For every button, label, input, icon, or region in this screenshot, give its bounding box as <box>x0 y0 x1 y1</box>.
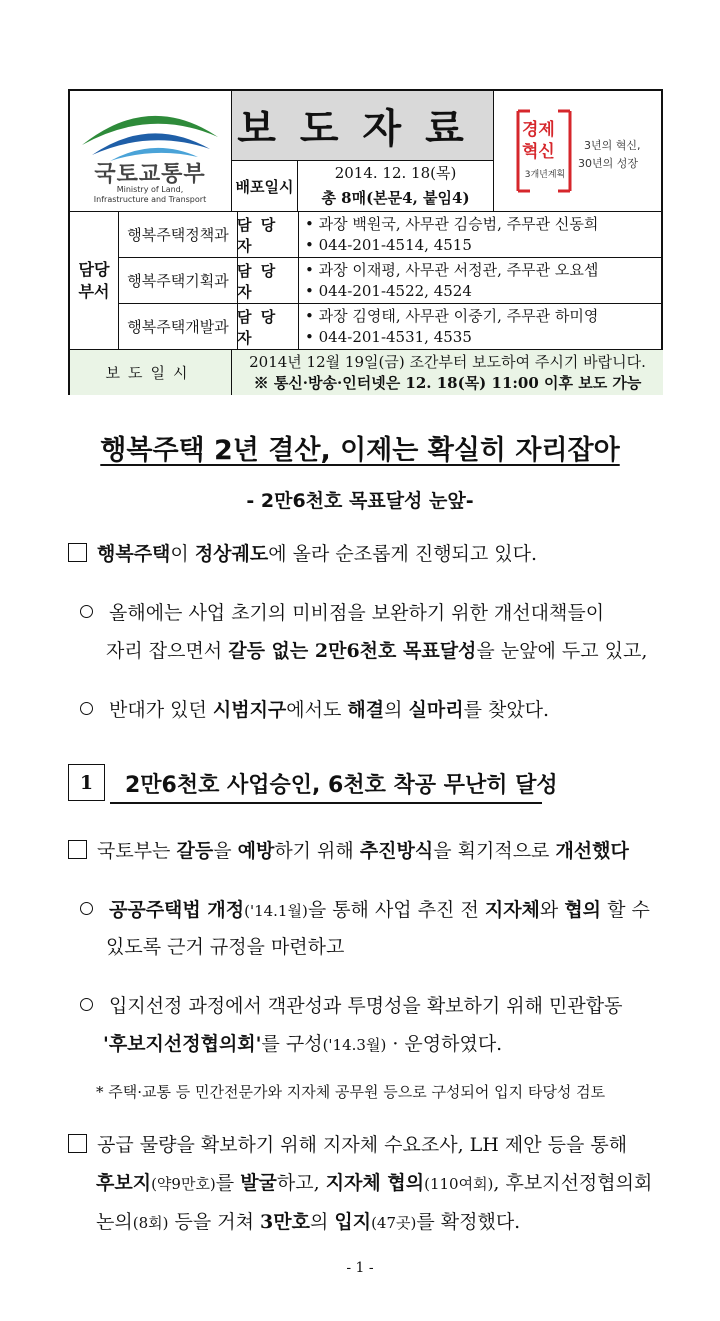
emblem-slogan-1: 3년의 혁신, <box>584 139 641 152</box>
subheadline: - 2만6천호 목표달성 눈앞- <box>246 490 474 512</box>
summary-item-continued: 후보지(약9만호)를 발굴하고, 지자체 협의(110여회), 후보지선정협의회 <box>96 1172 653 1194</box>
section-underline <box>110 802 542 804</box>
press-release-title: 보도자료 <box>232 91 494 161</box>
detail-item: 입지선정 과정에서 객관성과 투명성을 확보하기 위해 민관합동 <box>80 991 622 1018</box>
department-row <box>119 304 663 350</box>
page-number: - 1 - <box>346 1260 374 1276</box>
press-release-header-table <box>68 89 663 395</box>
contact-people: • 과장 백원국, 사무관 김승범, 주무관 신동희 <box>305 215 599 233</box>
ministry-name: 국토교통부 <box>94 162 206 187</box>
headline: 행복주택 2년 결산, 이제는 확실히 자리잡아 <box>100 435 620 466</box>
bullet-circle-icon <box>80 998 93 1011</box>
section-number: 1 <box>68 764 105 801</box>
ministry-english-line1: Ministry of Land, <box>116 185 184 194</box>
emblem-main-text: 경제혁신 <box>522 120 555 162</box>
ministry-logo-cell <box>70 91 232 212</box>
department-row <box>119 212 663 258</box>
detail-item-continued: 있도록 근거 규정을 마련하고 <box>106 936 345 958</box>
department-label: 담당 부서 <box>70 212 119 350</box>
checkbox-square-icon <box>68 840 87 859</box>
manager-label: 담 당 자 <box>237 304 299 349</box>
distribution-value <box>298 161 494 212</box>
summary-item-continued: 논의(8회) 등을 거쳐 3만호의 입지(47곳)를 확정했다. <box>96 1211 521 1233</box>
bullet-circle-icon <box>80 902 93 915</box>
release-value <box>232 350 663 395</box>
detail-item-continued: 자리 잡으면서 갈등 없는 2만6천호 목표달성을 눈앞에 두고 있고, <box>106 640 648 662</box>
department-row <box>119 258 663 304</box>
detail-item-continued: '후보지선정협의회'를 구성('14.3월) · 운영하였다. <box>103 1033 503 1055</box>
contact-phone: • 044-201-4514, 4515 <box>305 236 472 254</box>
bullet-circle-icon <box>80 702 93 715</box>
economic-innovation-emblem <box>494 91 663 212</box>
footnote: * 주택·교통 등 민간전문가와 지자체 공무원 등으로 구성되어 입지 타당성 검토 <box>96 1083 606 1101</box>
office-name: 행복주택개발과 <box>119 304 238 349</box>
contact-people: • 과장 이재평, 사무관 서정관, 주무관 오요셉 <box>305 261 599 279</box>
summary-item: 공급 물량을 확보하기 위해 지자체 수요조사, LH 제안 등을 통해 <box>68 1130 627 1157</box>
ministry-english-line2: Infrastructure and Transport <box>93 195 207 204</box>
distribution-date: 2014. 12. 18(목) <box>334 164 457 182</box>
detail-item: 반대가 있던 시범지구에서도 해결의 실마리를 찾았다. <box>80 695 549 722</box>
summary-item: 국토부는 갈등을 예방하기 위해 추진방식을 획기적으로 개선했다 <box>68 836 629 863</box>
checkbox-square-icon <box>68 1134 87 1153</box>
office-name: 행복주택정책과 <box>119 212 238 257</box>
bullet-circle-icon <box>80 605 93 618</box>
manager-label: 담 당 자 <box>237 258 299 303</box>
detail-item: 공공주택법 개정('14.1월)을 통해 사업 추진 전 지자체와 협의 할 수 <box>80 895 650 922</box>
manager-label: 담 당 자 <box>237 212 299 257</box>
emblem-slogan-2: 30년의 성장 <box>578 157 638 170</box>
checkbox-square-icon <box>68 543 87 562</box>
contact-info <box>305 260 598 302</box>
release-label: 보도일시 <box>70 350 232 395</box>
distribution-label: 배포일시 <box>232 161 298 212</box>
contact-phone: • 044-201-4522, 4524 <box>305 282 472 300</box>
contact-people: • 과장 김영태, 사무관 이중기, 주무관 하미영 <box>305 307 599 325</box>
distribution-pages: 총 8매(본문4, 붙임4) <box>321 189 470 207</box>
section-title: 2만6천호 사업승인, 6천호 착공 무난히 달성 <box>125 773 558 798</box>
release-line2: ※ 통신·방송·인터넷은 12. 18(목) 11:00 이후 보도 가능 <box>253 373 642 392</box>
emblem-sub-text: 3개년계획 <box>524 170 566 180</box>
contact-phone: • 044-201-4531, 4535 <box>305 328 472 346</box>
contact-info <box>305 306 598 348</box>
summary-item: 행복주택이 정상궤도에 올라 순조롭게 진행되고 있다. <box>68 539 537 566</box>
office-name: 행복주택기획과 <box>119 258 238 303</box>
contact-info <box>305 214 598 256</box>
release-line1: 2014년 12월 19일(금) 조간부터 보도하여 주시기 바랍니다. <box>249 352 646 371</box>
detail-item: 올해에는 사업 초기의 미비점을 보완하기 위한 개선대책들이 <box>80 598 604 625</box>
